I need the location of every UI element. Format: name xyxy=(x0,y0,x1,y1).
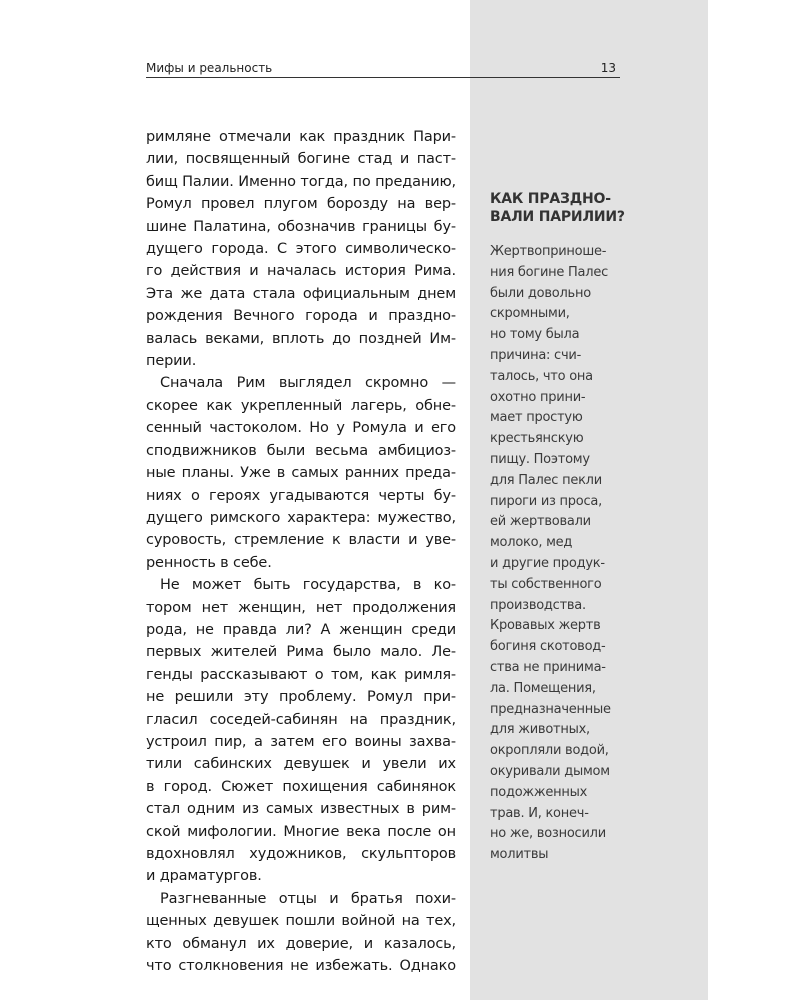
text-line: перии. xyxy=(146,353,197,370)
text-line: ской мифологии. Многие века после он xyxy=(146,823,456,840)
text-line: го действия и началась история Рима. xyxy=(146,263,456,280)
sidebar-line: ты собственного xyxy=(490,576,602,592)
sidebar-line: мает простую xyxy=(490,410,583,426)
sidebar-line: были довольно xyxy=(490,285,591,301)
sidebar-line: но тому была xyxy=(490,327,580,343)
text-line: кто обманул их доверие, и казалось, xyxy=(146,935,456,952)
sidebar-line: причина: счи- xyxy=(490,347,582,363)
text-line: устроил пир, а затем его воины захва- xyxy=(146,733,456,750)
sidebar-line: трав. И, конеч- xyxy=(490,805,589,821)
text-line: ренность в себе. xyxy=(146,554,272,571)
text-line: шине Палатина, обозначив границы бу- xyxy=(146,218,456,235)
text-line: Ромул провел плугом борозду на вер- xyxy=(146,196,456,213)
text-line: тором нет женщин, нет продолжения xyxy=(146,599,456,616)
sidebar-line: молоко, мед xyxy=(490,535,573,551)
text-line: Разгневанные отцы и братья похи- xyxy=(160,890,456,907)
sidebar-line: окропляли водой, xyxy=(490,743,609,759)
sidebar-heading-line: КАК ПРАЗДНО- xyxy=(490,191,611,207)
text-line: сподвижников были весьма амбициоз- xyxy=(146,442,456,459)
text-line: первых жителей Рима было мало. Ле- xyxy=(146,644,456,661)
sidebar-line: пироги из проса, xyxy=(490,493,603,509)
text-line: бищ Палии. Именно тогда, по преданию, xyxy=(146,173,456,190)
sidebar-line: и другие продук- xyxy=(490,555,605,571)
header-rule xyxy=(146,77,620,78)
text-line: сенный частоколом. Но у Ромула и его xyxy=(146,420,456,437)
text-line: Сначала Рим выглядел скромно — xyxy=(160,375,456,392)
text-line: валась веками, вплоть до поздней Им- xyxy=(146,330,456,347)
sidebar-line: ства не принима- xyxy=(490,659,606,675)
text-line: вдохновлял художников, скульпторов xyxy=(146,846,456,862)
sidebar-line: для животных, xyxy=(490,722,590,738)
main-text-column xyxy=(146,126,456,977)
sidebar-line: производства. xyxy=(490,597,586,613)
sidebar-line: пищу. Поэтому xyxy=(490,451,590,467)
text-line: щенных девушек пошли войной на тех, xyxy=(146,913,456,930)
sidebar-line: ния богине Палес xyxy=(490,264,608,280)
sidebar-line: подожженных xyxy=(490,784,588,800)
sidebar-line: крестьянскую xyxy=(490,431,584,447)
text-line: генды рассказывают о том, как римля- xyxy=(146,666,456,683)
sidebar-line: окуривали дымом xyxy=(490,763,610,779)
text-line: Не может быть государства, в ко- xyxy=(160,577,456,594)
sidebar-line: охотно прини- xyxy=(490,389,586,405)
sidebar-line: ей жертвовали xyxy=(490,514,591,530)
sidebar-line: талось, что она xyxy=(490,368,593,384)
text-line: в город. Сюжет похищения сабинянок xyxy=(146,778,456,795)
text-line: тили сабинских девушек и увели их xyxy=(146,756,456,773)
text-line: рождения Вечного города и праздно- xyxy=(146,308,456,325)
text-line: гласил соседей-сабинян на праздник, xyxy=(146,711,456,728)
text-line: и драматургов. xyxy=(146,868,262,885)
text-line: что столкновения не избежать. Однако xyxy=(146,958,456,975)
sidebar-box xyxy=(490,190,625,866)
text-line: римляне отмечали как праздник Пари- xyxy=(146,129,456,145)
text-line: суровость, стремление к власти и уве- xyxy=(146,532,456,549)
text-line: дущего римского характера: мужество, xyxy=(146,509,456,526)
text-line: стал одним из самых известных в рим- xyxy=(146,801,456,818)
sidebar-line: скромными, xyxy=(490,306,570,322)
sidebar-heading xyxy=(490,190,625,226)
sidebar-line: Кровавых жертв xyxy=(490,618,601,634)
sidebar-text xyxy=(490,242,625,866)
text-line: ные планы. Уже в самых ранних преда- xyxy=(146,465,456,482)
text-line: рода, не правда ли? А женщин среди xyxy=(146,621,456,638)
text-line: Эта же дата стала официальным днем xyxy=(146,285,456,302)
text-line: ниях о героях угадываются черты бу- xyxy=(146,487,456,504)
sidebar-line: ла. Помещения, xyxy=(490,680,596,696)
sidebar-line: богиня скотовод- xyxy=(490,639,606,655)
sidebar-line: Жертвоприноше- xyxy=(490,244,607,259)
sidebar-line: предназначенные xyxy=(490,701,611,717)
sidebar-line: для Палес пекли xyxy=(490,472,602,488)
text-line: лии, посвященный богине стад и паст- xyxy=(146,151,456,168)
text-line: дущего города. С этого символическо- xyxy=(146,241,456,258)
text-line: скорее как укрепленный лагерь, обне- xyxy=(146,397,456,414)
running-title: Мифы и реальность xyxy=(146,61,273,75)
text-line: не решили эту проблему. Ромул при- xyxy=(146,689,456,706)
page-number: 13 xyxy=(600,61,616,75)
sidebar-heading-line: ВАЛИ ПАРИЛИИ? xyxy=(490,209,625,225)
sidebar-line: но же, возносили xyxy=(490,826,606,842)
sidebar-line: молитвы xyxy=(490,847,549,863)
